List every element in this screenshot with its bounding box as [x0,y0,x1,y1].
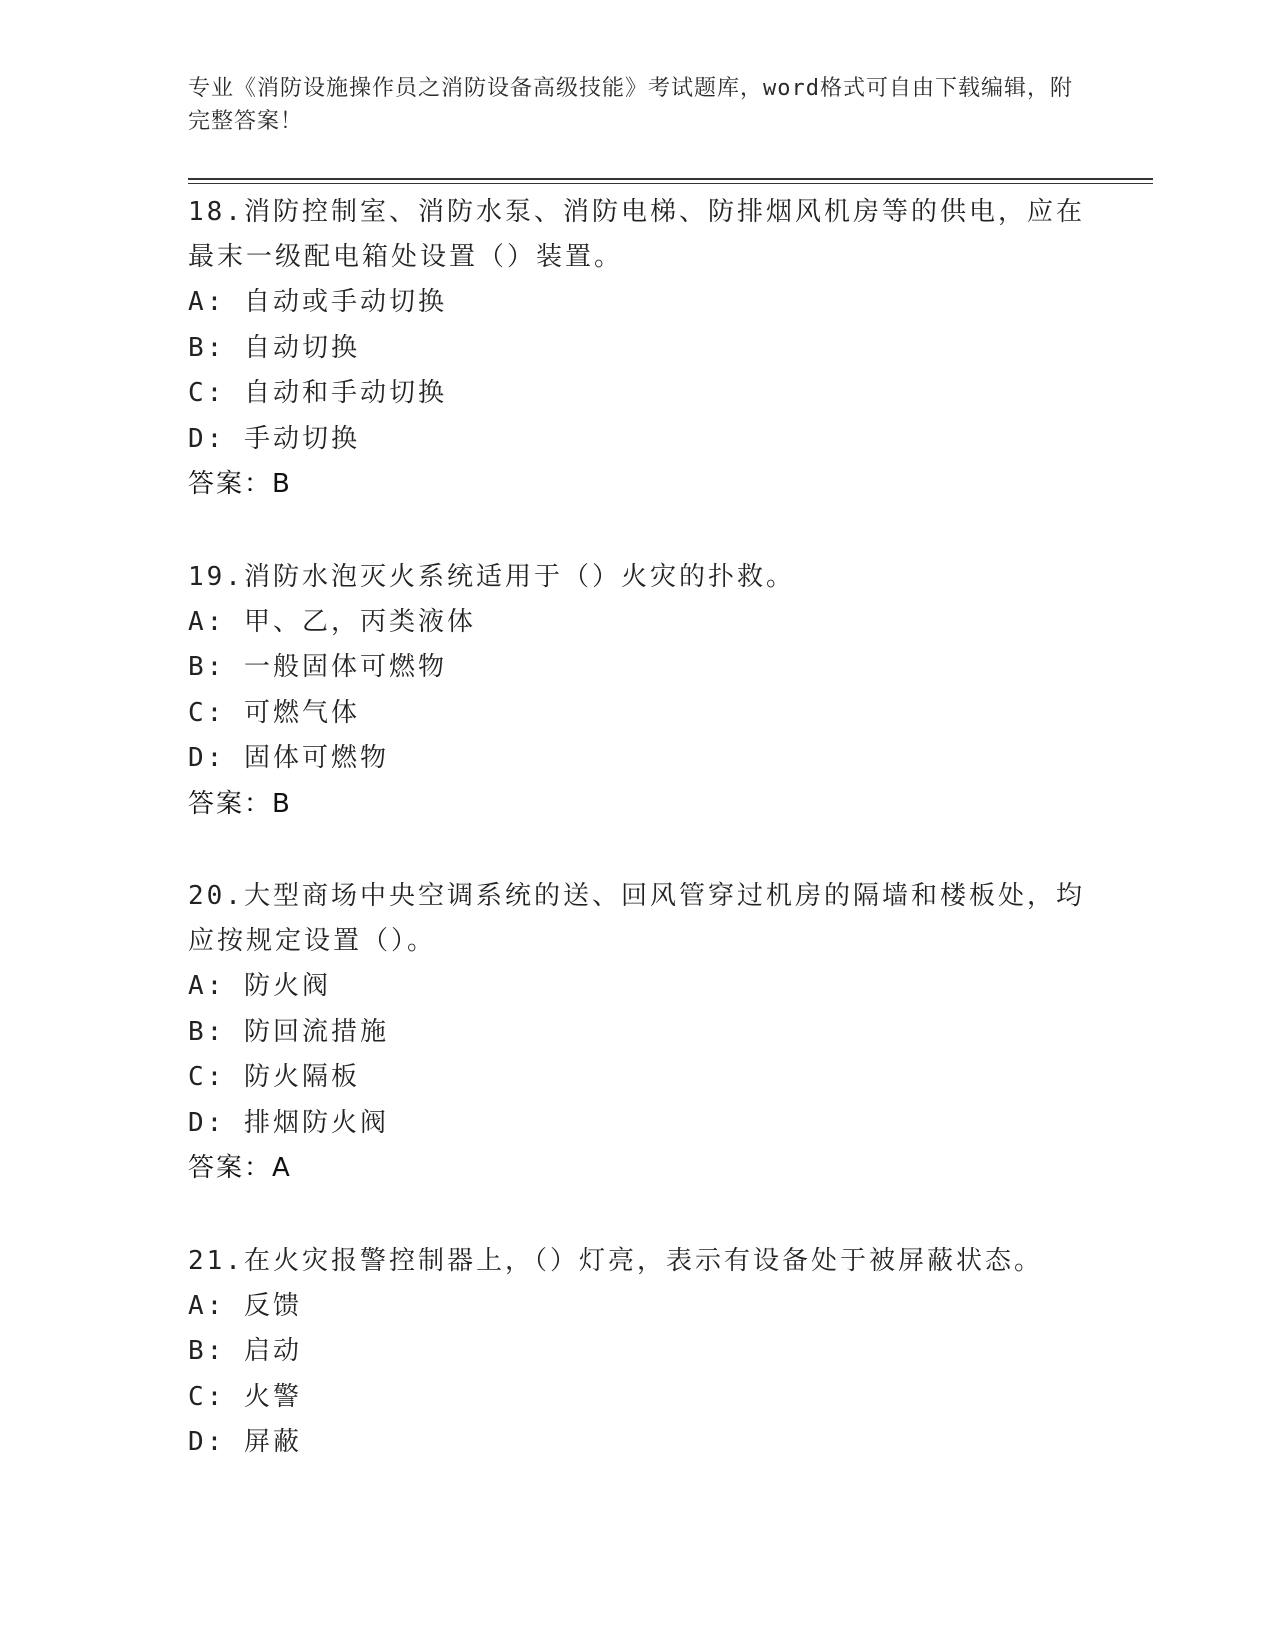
option-b: B: 自动切换 [188,332,360,363]
option-b: B: 一般固体可燃物 [188,652,447,682]
document-header: 专业《消防设施操作员之消防设备高级技能》考试题库，word格式可自由下载编辑，附完整答案！ [188,76,1073,134]
option-c: C: 可燃气体 [188,697,360,728]
option-a: A: 防火阀 [188,971,331,1001]
question-19 [188,555,1088,828]
option-a: A: 反馈 [188,1290,302,1321]
question-21 [188,1239,1088,1466]
question-list [188,190,1088,1513]
question-stem: 21.在火灾报警控制器上，（）灯亮，表示有设备处于被屏蔽状态。 [188,1245,1043,1276]
option-c: C: 自动和手动切换 [188,378,447,408]
option-d: D: 手动切换 [188,423,360,454]
question-18 [188,190,1088,508]
question-stem: 19.消防水泡灭火系统适用于（）火灾的扑救。 [188,561,795,592]
option-d: D: 排烟防火阀 [188,1107,389,1138]
option-b: B: 启动 [188,1336,302,1366]
option-b: B: 防回流措施 [188,1016,389,1047]
option-d: D: 屏蔽 [188,1427,302,1457]
option-c: C: 火警 [188,1381,302,1412]
answer-line: 答案：B [188,469,292,499]
option-a: A: 自动或手动切换 [188,287,447,317]
option-c: C: 防火隔板 [188,1062,360,1092]
option-d: D: 固体可燃物 [188,743,389,773]
answer-line: 答案：B [188,788,292,819]
option-a: A: 甲、乙，丙类液体 [188,606,476,637]
answer-line: 答案：A [188,1153,292,1183]
question-20 [188,874,1088,1192]
question-stem: 18.消防控制室、消防水泵、消防电梯、防排烟风机房等的供电，应在最末一级配电箱处设置（）装置。 [188,197,1085,272]
header-divider [188,178,1153,184]
question-stem: 20.大型商场中央空调系统的送、回风管穿过机房的隔墙和楼板处，均应按规定设置（）。 [188,881,1085,956]
